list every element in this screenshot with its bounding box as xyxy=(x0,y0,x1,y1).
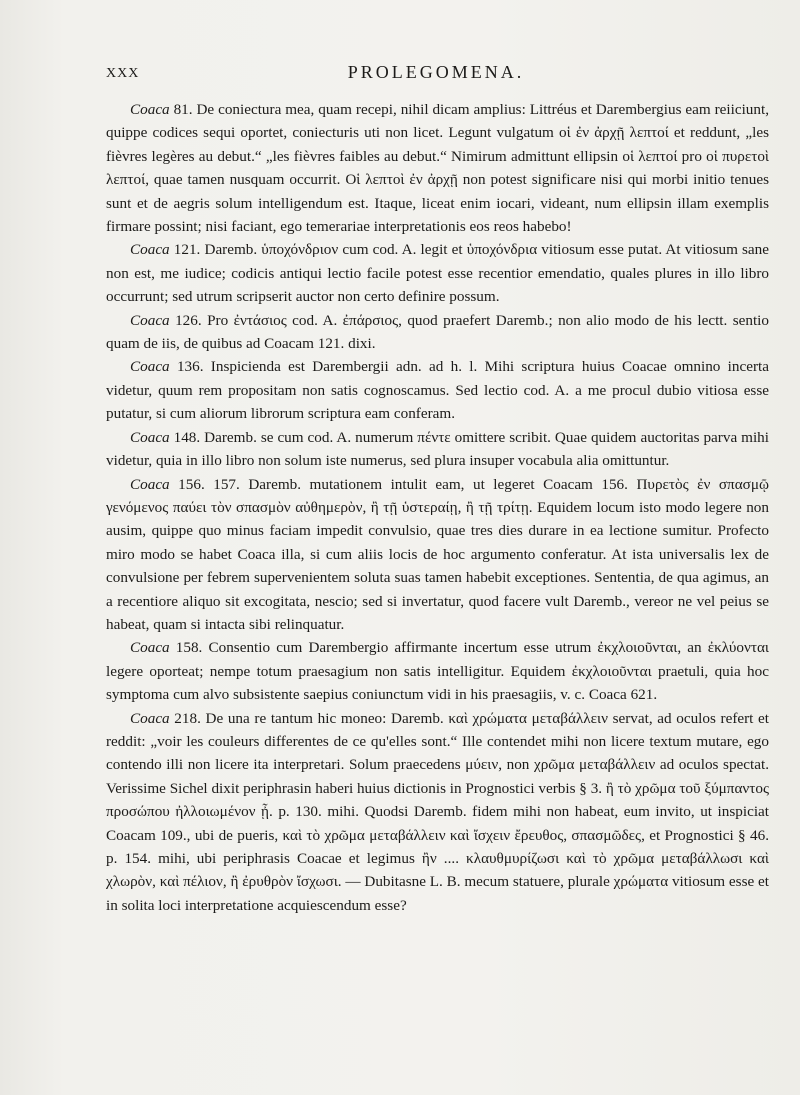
paragraph-text: 218. De una re tantum hic moneo: Daremb. καὶ χρώματα μεταβάλλειν servat, ad oculos refert et reddit: „voir les couleurs differentes de ce qu'elles sont.“ Ille contendet mihi non licere textum mutare, ego contendo illi non licere ita interpretari. Solum praecedens μύειν, non χρῶμα μεταβάλλειν ad oculos spectat. Verissime Sichel dixit periphrasin haberi huius dictionis in Prognostici verbis § 3. ἢ τὸ χρῶμα τοῦ ξύμπαντος προσώπου ἠλλοιωμένον ᾖ. p. 130. mihi. Quodsi Daremb. fidem mihi non habeat, eum invito, ut inspiciat Coacam 109., ubi de pueris, καὶ τὸ χρῶμα μεταβάλλειν καὶ ἴσχειν ἔρευθος, σπασμῶδες, et Prognostici § 46. p. 154. mihi, ubi periphrasis Coacae et legimus ἢν .... κλαυθμυρίζωσι καὶ τὸ χρῶμα μεταβάλλωσι καὶ χλωρὸν, καὶ πέλιον, ἢ ἐρυθρὸν ἴσχωσι. — Dubitasne L. B. mecum statuere, plurale χρώματα vitiosum esse et in solita loci interpretatione acquiescendum esse? xyxy=(106,709,769,914)
paragraph-text: 126. Pro ἐντάσιος cod. A. ἐπάρσιος, quod praefert Daremb.; non alio modo de his lectt. sentio quam de iis, de quibus ad Coacam 121. dixi. xyxy=(106,311,769,353)
paragraph-coaca-121 xyxy=(106,238,769,308)
paragraph-coaca-126 xyxy=(106,309,769,356)
paragraph-ref: Coaca xyxy=(130,475,170,493)
paragraph-coaca-136 xyxy=(106,355,769,425)
paragraph-ref: Coaca xyxy=(130,101,170,118)
paragraph-coaca-148 xyxy=(106,426,769,473)
paragraph-ref: Coaca xyxy=(130,358,170,376)
paragraph-text: 156. 157. Daremb. mutationem intulit eam, ut legeret Coacam 156. Πυρετὸς ἐν σπασμῷ γενόμενος παύει τὸν σπασμὸν αὐθημερὸν, ἢ τῇ ὑστεραίῃ, ἢ τῇ τρίτῃ. Equidem locum isto modo legere non ausim, quippe quo minus faciam impedit convulsio, quae tres dies durare in ea lectione sumitur. Profecto miro modo se habet Coaca illa, si cum aliis locis de hoc argumento conferatur. At ista universalis lex de convulsione per febrem supervenientem soluta suas tamen habebit exceptiones. Sententia, de qua agimus, an a recentiore aliquo sit excogitata, nescio; sed si invertatur, quod facere vult Daremb., vereor ne vel peius se habeat, quam si intacta sibi relinquatur. xyxy=(106,475,769,633)
paragraph-coaca-158 xyxy=(106,636,769,706)
page-header xyxy=(106,62,766,86)
paragraph-ref: Coaca xyxy=(130,311,170,329)
paragraph-ref: Coaca xyxy=(130,241,170,259)
paragraph-text: 136. Inspicienda est Darembergii adn. ad h. l. Mihi scriptura huius Coacae omnino incerta videtur, quum rem propositam non satis cognoscamus. Sed lectio cod. A. a me procul dubio vitiosa esse putatur, si cum aliorum librorum scriptura eam conferam. xyxy=(106,358,769,423)
paragraph-coaca-218 xyxy=(106,707,769,918)
paragraph-ref: Coaca xyxy=(130,428,170,446)
paragraph-text: 158. Consentio cum Darembergio affirmante incertum esse utrum ἐκχλοιοῦνται, an ἐκλύονται legere oporteat; nempe totum praesagium non satis intelligitur. Equidem ἐκχλοιοῦνται praetuli, quia hoc symptoma cum alvo subsistente saepius coniunctum vidi in his praesagiis, v. c. Coaca 621. xyxy=(106,639,769,704)
paragraph-text: 148. Daremb. se cum cod. A. numerum πέντε omittere scribit. Quae quidem auctoritas parva mihi videtur, quia in illo libro non solum iste numerus, sed plura insuper vocabula alia omittuntur. xyxy=(106,428,769,470)
paragraph-ref: Coaca xyxy=(130,639,170,657)
paragraph-coaca-81 xyxy=(106,98,769,238)
paragraph-text: 121. Daremb. ὑποχόνδριον cum cod. A. legit et ὑποχόνδρια vitiosum esse putat. At vitiosum sane non est, me iudice; codicis antiqui lectio facile potest esse recentior emendatio, quales plures in illo libro occurrunt; sed utrum scripserit auctor non certo definire possum. xyxy=(106,241,769,306)
paragraph-coaca-156 xyxy=(106,473,769,637)
running-title: PROLEGOMENA. xyxy=(347,62,525,82)
page-number: XXX xyxy=(106,66,140,81)
paragraph-ref: Coaca xyxy=(130,709,170,727)
body-text xyxy=(106,98,769,917)
paragraph-text: 81. De coniectura mea, quam recepi, nihil dicam amplius: Littréus et Darembergius eam reiiciunt, quippe codices sequi oportet, coniecturis uti non licet. Legunt vulgatum οἱ ἐν ἀρχῇ λεπτοί et reddunt, „les fièvres legères au debut.“ „les fièvres faibles au debut.“ Nimirum admittunt ellipsin οἱ λεπτοί pro οἱ πυρετοὶ λεπτοί, quae tamen nusquam occurrit. Οἱ λεπτοὶ ἐν ἀρχῇ non potest significare nisi qui morbi initio tenues sunt et de aegris solum intelligendum est. Itaque, liceat enim iocari, videant, num ellipsin illam exemplis firmare possint; nisi faciant, ego temerariae interpretationis eos reos habebo! xyxy=(106,101,769,236)
